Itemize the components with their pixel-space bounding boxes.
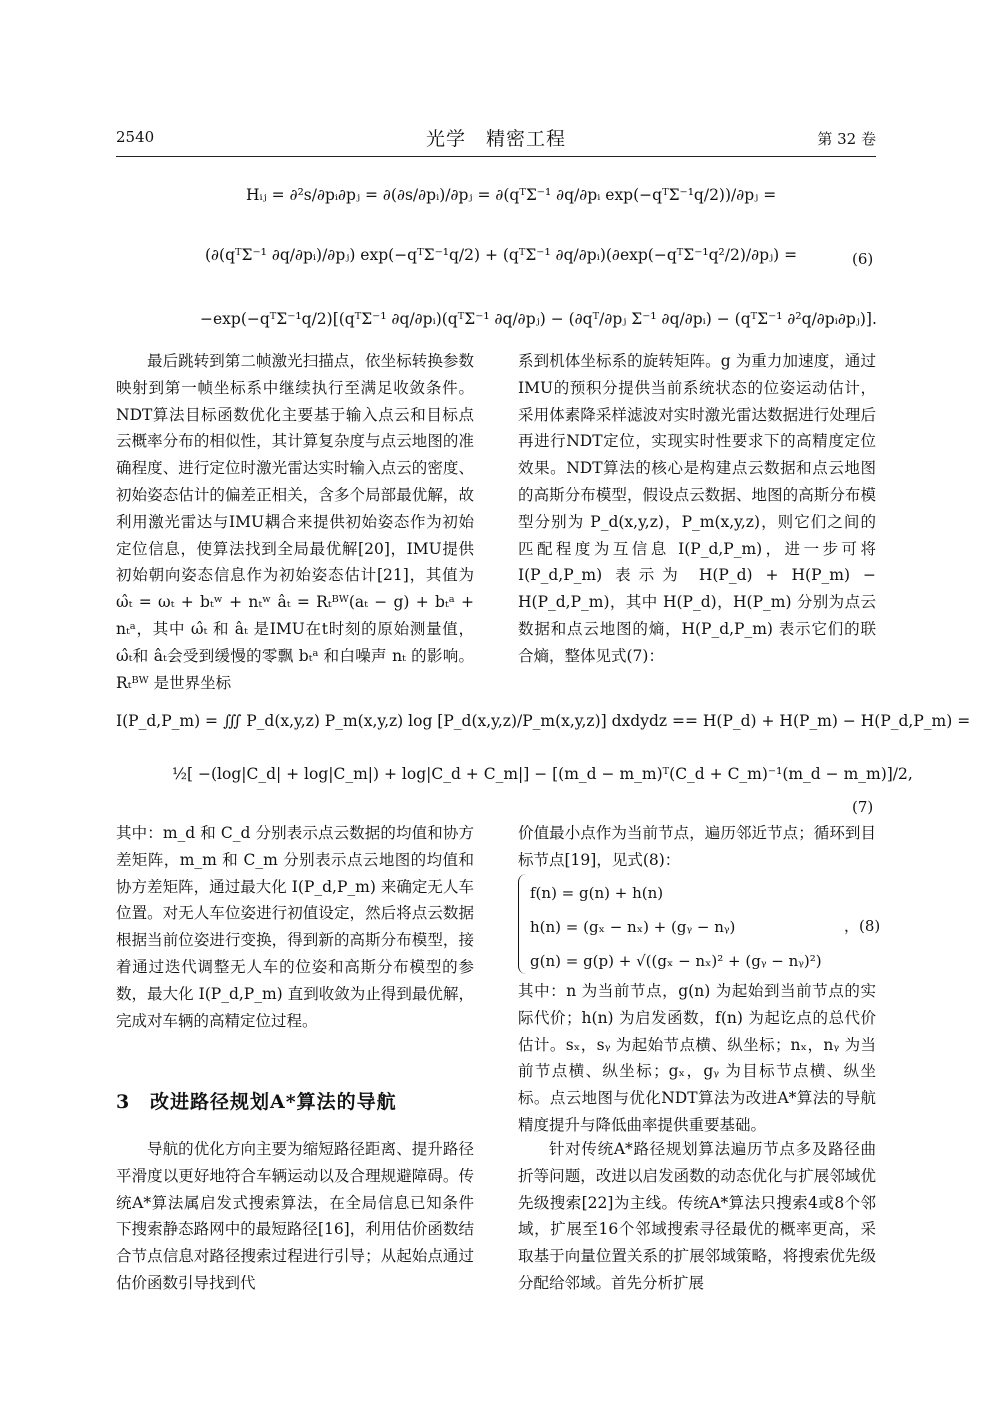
section-heading — [116, 1087, 397, 1114]
equation-8 — [520, 876, 822, 978]
right-column-paragraph-2 — [518, 820, 876, 876]
section-title: 改进路径规划A*算法的导航 — [150, 1091, 397, 1113]
equation-8-line-1: f(n) = g(n) + h(n) — [530, 884, 664, 902]
right-column-paragraph-1 — [518, 348, 876, 700]
equation-7-line-1: I(P_d,P_m) = ∭ P_d(x,y,z) P_m(x,y,z) log [P_d(x,y,z)/P_m(x,y,z)] dxdydz == H(P_d) + H(P_m) − H(P_d,P_m) = — [116, 712, 971, 730]
paragraph: 价值最小点作为当前节点，遍历邻近节点；循环到目标节点[19]，见式(8)： — [518, 824, 876, 869]
equation-6-number: (6) — [852, 250, 874, 268]
equation-6-line-1: Hᵢⱼ = ∂²s/∂pᵢ∂pⱼ = ∂(∂s/∂pᵢ)/∂pⱼ = ∂(qᵀΣ⁻¹ ∂q/∂pᵢ exp(−qᵀΣ⁻¹q/2))/∂pⱼ = — [246, 186, 777, 204]
right-column-paragraph-3 — [518, 978, 876, 1142]
left-column-paragraph-1 — [116, 348, 474, 700]
equation-7-line-2: ½[ −(log|C_d| + log|C_m|) + log|C_d + C_m|] − [(m_d − m_m)ᵀ(C_d + C_m)⁻¹(m_d − m_m)]/2, — [172, 765, 913, 783]
equation-8-number: ，(8) — [844, 917, 881, 935]
equation-6-line-2: (∂(qᵀΣ⁻¹ ∂q/∂pᵢ)/∂pⱼ) exp(−qᵀΣ⁻¹q/2) + (qᵀΣ⁻¹ ∂q/∂pᵢ)(∂exp(−qᵀΣ⁻¹q²/2)/∂pⱼ) = — [205, 246, 798, 264]
left-column-paragraph-3 — [116, 1136, 474, 1326]
header-rule — [116, 156, 876, 157]
equation-8-line-2: h(n) = (gₓ − nₓ) + (gᵧ − nᵧ) — [530, 918, 736, 936]
paragraph: 最后跳转到第二帧激光扫描点，依坐标转换参数映射到第一帧坐标系中继续执行至满足收敛条件。NDT算法目标函数优化主要基于输入点云和目标点云概率分布的相似性，其计算复杂度与点云地图的准确程度、进行定位时激光雷达实时输入点云的密度、初始姿态估计的偏差正相关，含多个局部最优解，故利用激光雷达与IMU耦合来提供初始姿态作为初始定位信息，使算法找到全局最优解[20]，IMU提供初始朝向姿态信息作为初始姿态估计[21]，其值为 ω̂ₜ = ωₜ + bₜʷ + nₜʷ âₜ = Rₜᴮᵂ(aₜ − g) + bₜᵃ + nₜᵃ，其中 ω̂ₜ 和 âₜ 是IMU在t时刻的原始测量值，ω̂ₜ和 âₜ会受到缓慢的零飘 bₜᵃ 和白噪声 nₜ 的影响。Rₜᴮᵂ 是世界坐标 — [116, 352, 474, 692]
section-number: 3 — [116, 1091, 131, 1113]
page-number: 2540 — [116, 128, 155, 146]
paragraph: 导航的优化方向主要为缩短路径距离、提升路径平滑度以更好地符合车辆运动以及合理规避障碍。传统A*算法属启发式搜索算法，在全局信息已知条件下搜索静态路网中的最短路径[16]，利用估价函数结合节点信息对路径搜索过程进行引导；从起始点通过估价函数引导找到代 — [116, 1140, 474, 1292]
right-column-paragraph-4 — [518, 1136, 876, 1326]
left-column-paragraph-2 — [116, 820, 474, 1070]
volume-label: 第 32 卷 — [817, 130, 876, 148]
equation-8-line-3: g(n) = g(p) + √((gₓ − nₓ)² + (gᵧ − nᵧ)²) — [530, 952, 822, 970]
paragraph: 系到机体坐标系的旋转矩阵。g 为重力加速度，通过IMU的预积分提供当前系统状态的位姿运动估计，采用体素降采样滤波对实时激光雷达数据进行处理后再进行NDT定位，实现实时性要求下的高精度定位效果。NDT算法的核心是构建点云数据和点云地图的高斯分布模型，假设点云数据、地图的高斯分布模型分别为 P_d(x,y,z)，P_m(x,y,z)，则它们之间的匹配程度为互信息 I(P_d,P_m)，进一步可将 I(P_d,P_m) 表示为 H(P_d) + H(P_m) − H(P_d,P_m)，其中 H(P_d)，H(P_m) 分别为点云数据和点云地图的熵，H(P_d,P_m) 表示它们的联合熵，整体见式(7)： — [518, 352, 876, 665]
paragraph: 其中：m_d 和 C_d 分别表示点云数据的均值和协方差矩阵，m_m 和 C_m 分别表示点云地图的均值和协方差矩阵，通过最大化 I(P_d,P_m) 来确定无人车位置。对无人车位姿进行初值设定，然后将点云数据根据当前位姿进行变换，得到新的高斯分布模型，接着通过迭代调整无人车的位姿和高斯分布模型的参数，最大化 I(P_d,P_m) 直到收敛为止得到最优解，完成对车辆的高精定位过程。 — [116, 824, 474, 1030]
equation-6-line-3: −exp(−qᵀΣ⁻¹q/2)[(qᵀΣ⁻¹ ∂q/∂pᵢ)(qᵀΣ⁻¹ ∂q/∂pⱼ) − (∂qᵀ/∂pⱼ Σ⁻¹ ∂q/∂pᵢ) − (qᵀΣ⁻¹ ∂²q/∂pᵢ∂pⱼ)]. — [200, 310, 877, 328]
equation-7-number: (7) — [852, 798, 874, 816]
journal-title: 光学 精密工程 — [425, 128, 566, 150]
paragraph: 其中：n 为当前节点，g(n) 为起始到当前节点的实际代价；h(n) 为启发函数，f(n) 为起讫点的总代价估计。sₓ，sᵧ 为起始节点横、纵坐标；nₓ，nᵧ 为当前节点横、纵坐标；gₓ，gᵧ 为目标节点横、纵坐标。点云地图与优化NDT算法为改进A*算法的导航精度提升与降低曲率提供重要基础。 — [518, 982, 876, 1134]
paragraph: 针对传统A*路径规划算法遍历节点多及路径曲折等问题，改进以启发函数的动态优化与扩展邻域优先级搜索[22]为主线。传统A*算法只搜索4或8个邻域，扩展至16个邻域搜索寻径最优的概率更高，采取基于向量位置关系的扩展邻域策略，将搜索优先级分配给邻域。首先分析扩展 — [518, 1140, 876, 1292]
